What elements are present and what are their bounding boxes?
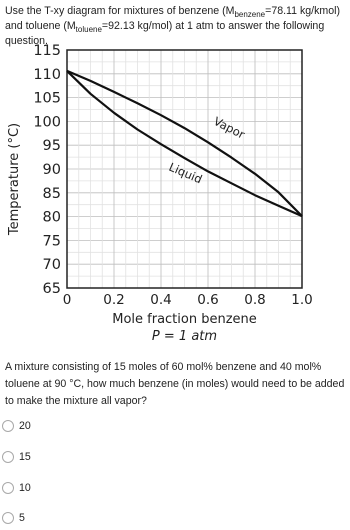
y-tick-label: 70: [42, 257, 61, 274]
option-5[interactable]: [2, 512, 25, 524]
y-tick-label: 100: [33, 114, 61, 131]
radio-button[interactable]: [2, 420, 14, 432]
option-20[interactable]: [2, 420, 31, 432]
y-tick-label: 65: [42, 281, 61, 297]
radio-button[interactable]: [2, 451, 14, 463]
x-tick-label: 0.6: [197, 292, 219, 308]
benzene-subscript: benzene: [234, 10, 266, 20]
x-tick-label: 0.8: [244, 292, 266, 308]
option-label: 20: [19, 420, 31, 432]
toluene-subscript: toluene: [75, 25, 102, 35]
x-tick-label: 0: [62, 292, 72, 308]
liquid-series-label: Liquid: [166, 159, 205, 187]
y-tick-label: 80: [42, 209, 61, 226]
x-axis-ticks: [63, 292, 313, 308]
radio-button[interactable]: [2, 512, 14, 524]
x-axis-label: Mole fraction benzene: [112, 312, 257, 327]
y-tick-label: 95: [42, 138, 61, 155]
y-tick-label: 110: [33, 66, 61, 83]
intro-text-2: =78.11 kg/kmol) and toluene (M: [5, 5, 341, 32]
option-15[interactable]: [2, 451, 31, 463]
txy-chart: [0, 38, 350, 356]
intro-text-3: =92.13 kg/mol) at 1 atm to answer the following question.: [5, 20, 325, 47]
x-tick-label: 1.0: [291, 292, 313, 308]
option-label: 5: [19, 512, 25, 524]
x-tick-label: 0.4: [150, 292, 172, 308]
option-10[interactable]: [2, 482, 31, 494]
y-axis-ticks: [33, 43, 61, 297]
problem-statement: A mixture consisting of 15 moles of 60 mol% benzene and 40 mol% toluene at 90 °C, how much benzene (in moles) would need to be added to make the mixture all vapor?: [5, 361, 345, 407]
pressure-label: P = 1 atm: [151, 329, 218, 344]
y-tick-label: 115: [33, 43, 61, 59]
vapor-series-label: Vapor: [211, 113, 248, 142]
y-tick-label: 105: [33, 90, 61, 107]
option-label: 15: [19, 451, 31, 463]
y-tick-label: 85: [42, 185, 61, 202]
x-tick-label: 0.2: [103, 292, 125, 308]
intro-text-1: Use the T-xy diagram for mixtures of benzene (M: [5, 5, 235, 17]
y-tick-label: 75: [42, 233, 61, 250]
radio-button[interactable]: [2, 482, 14, 494]
y-tick-label: 90: [42, 162, 61, 178]
y-axis-label: Temperature (°C): [7, 122, 22, 236]
option-label: 10: [19, 482, 31, 494]
